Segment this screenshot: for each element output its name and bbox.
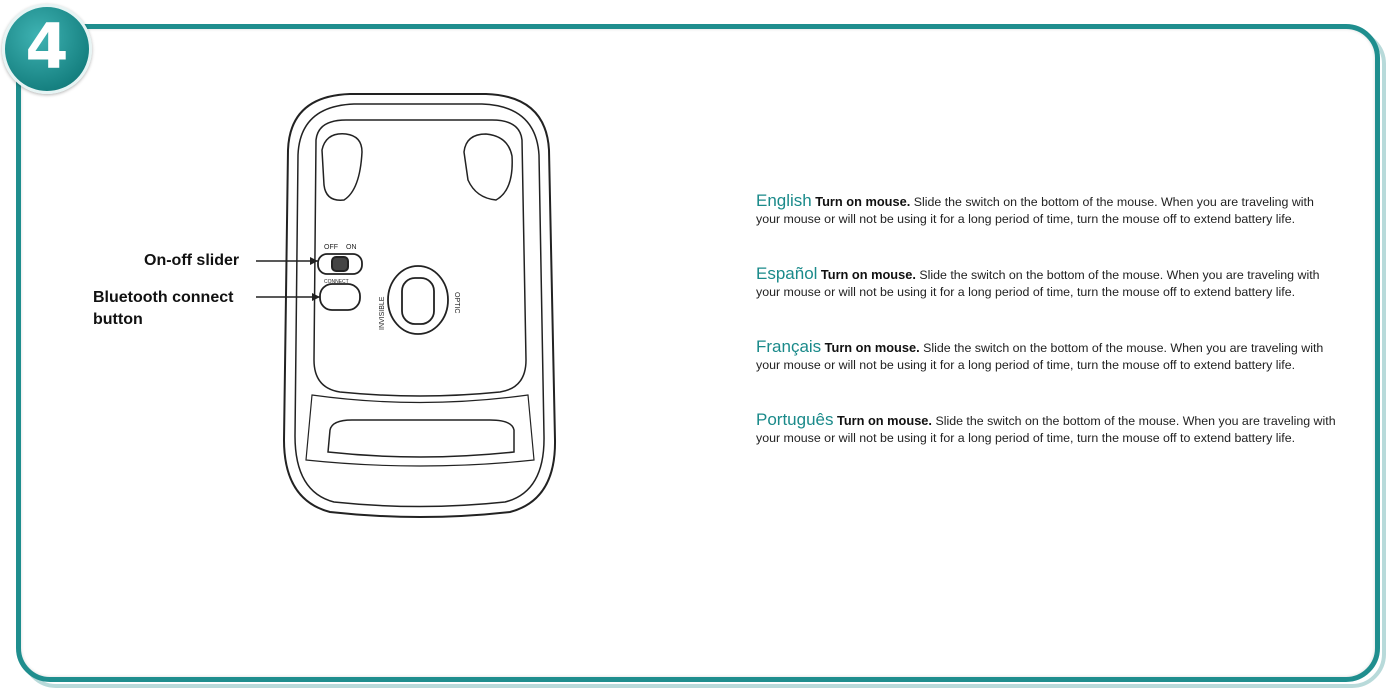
instruction-portuguese [756, 411, 1338, 447]
instruction-french [756, 338, 1338, 374]
language-heading: English [756, 191, 812, 210]
instruction-body: Slide the switch on the bottom of the mouse. When you are traveling with your mouse or will not be using it for a long period of time, turn the mouse off to extend battery life. [756, 268, 1320, 299]
instruction-lead: Turn on mouse. [824, 340, 920, 355]
instruction-body: Slide the switch on the bottom of the mouse. When you are traveling with your mouse or will not be using it for a long period of time, turn the mouse off to extend battery life. [756, 341, 1324, 372]
foot-pad-right [464, 134, 512, 200]
foot-pad-bottom [328, 420, 514, 457]
mouse-plate-edge [306, 395, 534, 466]
callout-bluetooth-connect: Bluetooth connect button [93, 289, 234, 328]
mouse-inner-shell [295, 104, 544, 507]
instruction-lead: Turn on mouse. [820, 267, 916, 282]
language-heading: Português [756, 410, 834, 429]
step-number: 4 [25, 10, 69, 83]
instruction-spanish [756, 265, 1338, 301]
slider-knob [332, 257, 348, 271]
arrow-connect [312, 293, 320, 301]
mouse-outer-shell [284, 94, 555, 517]
instruction-english [756, 192, 1338, 228]
marking-optic: OPTIC [453, 292, 460, 314]
arrow-slider [310, 257, 318, 265]
foot-pad-left [322, 134, 362, 200]
instruction-body: Slide the switch on the bottom of the mouse. When you are traveling with your mouse or will not be using it for a long period of time, turn the mouse off to extend battery life. [756, 414, 1336, 445]
marking-invisible: INVISIBLE [379, 296, 386, 330]
instruction-lead: Turn on mouse. [836, 413, 932, 428]
language-heading: Español [756, 264, 818, 283]
language-heading: Français [756, 337, 822, 356]
instruction-body: Slide the switch on the bottom of the mouse. When you are traveling with your mouse or will not be using it for a long period of time, turn the mouse off to extend battery life. [756, 195, 1314, 226]
marking-off: OFF [324, 244, 338, 251]
instruction-lead: Turn on mouse. [815, 194, 911, 209]
optical-sensor [402, 278, 434, 324]
marking-connect: CONNECT [324, 279, 349, 285]
bluetooth-connect-button [320, 284, 360, 310]
marking-on: ON [346, 244, 357, 251]
callout-on-off-slider: On-off slider [144, 252, 240, 269]
